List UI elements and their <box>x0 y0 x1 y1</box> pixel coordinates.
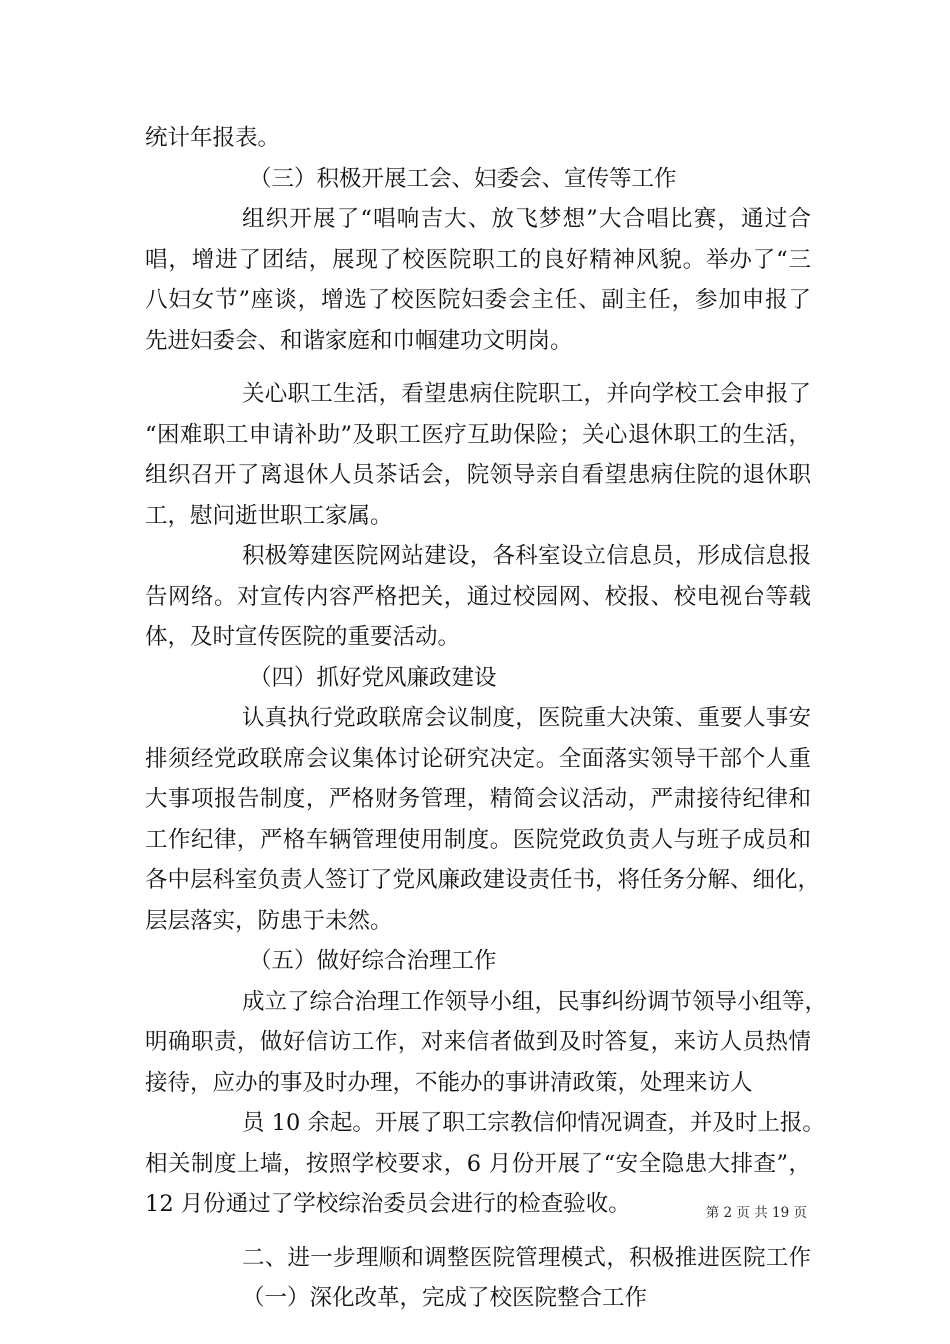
paragraph-line: 积极筹建医院网站建设，各科室设立信息员，形成信息报 <box>242 543 811 569</box>
paragraph-line: 关心职工生活，看望患病住院职工，并向学校工会申报了 <box>242 381 811 407</box>
paragraph-line: “困难职工申请补助”及职工医疗互助保险；关心退休职工的生活， <box>145 421 811 448</box>
paragraph-line: 组织召开了离退休人员茶话会，院领导亲自看望患病住院的退休职 <box>145 462 811 488</box>
paragraph-line: 八妇女节”座谈，增选了校医院妇委会主任、副主任，参加申报了 <box>145 287 811 313</box>
paragraph-line: 接待，应办的事及时办理，不能办的事讲清政策，处理来访人 <box>145 1069 753 1096</box>
paragraph-line: 先进妇委会、和谐家庭和巾帼建功文明岗。 <box>145 327 573 354</box>
paragraph-line: 成立了综合治理工作领导小组，民事纠纷调节领导小组等， <box>242 988 828 1015</box>
text-line: 统计年报表。 <box>145 125 281 151</box>
paragraph-line: 员 10 余起。开展了职工宗教信仰情况调查，并及时上报。 <box>242 1110 825 1136</box>
paragraph-line: 各中层科室负责人签订了党风廉政建设责任书，将任务分解、细化， <box>145 867 821 893</box>
section-heading: （四）抓好党风廉政建设 <box>249 664 497 691</box>
paragraph-line: 告网络。对宣传内容严格把关，通过校园网、校报、校电视台等载 <box>145 583 811 610</box>
page-number: 第 2 页 共 19 页 <box>705 1205 807 1221</box>
section-heading: 二、进一步理顺和调整医院管理模式，积极推进医院工作 <box>242 1244 811 1271</box>
paragraph-line: 12 月份通过了学校综治委员会进行的检查验收。 <box>145 1191 631 1217</box>
paragraph-line: 认真执行党政联席会议制度，医院重大决策、重要人事安 <box>242 705 811 731</box>
paragraph-line: 排须经党政联席会议集体讨论研究决定。全面落实领导干部个人重 <box>145 745 811 772</box>
paragraph-line: 大事项报告制度，严格财务管理，精简会议活动，严肃接待纪律和 <box>145 786 811 812</box>
paragraph-line: 组织开展了“唱响吉大、放飞梦想”大合唱比赛，通过合 <box>242 206 811 232</box>
paragraph-line: 唱，增进了团结，展现了校医院职工的良好精神风貌。举办了“三 <box>145 246 811 273</box>
section-heading: （三）积极开展工会、妇委会、宣传等工作 <box>249 165 677 192</box>
paragraph-line: 体，及时宣传医院的重要活动。 <box>145 624 461 650</box>
subsection-heading: （一）深化改革，完成了校医院整合工作 <box>242 1285 648 1311</box>
section-heading: （五）做好综合治理工作 <box>249 948 497 974</box>
paragraph-line: 相关制度上墙，按照学校要求，6 月份开展了“安全隐患大排查”， <box>145 1150 811 1177</box>
paragraph-line: 层层落实，防患于未然。 <box>145 907 393 934</box>
paragraph-line: 明确职责，做好信访工作，对来信者做到及时答复，来访人员热情 <box>145 1029 811 1055</box>
paragraph-line: 工作纪律，严格车辆管理使用制度。医院党政负责人与班子成员和 <box>145 826 811 853</box>
paragraph-line: 工，慰问逝世职工家属。 <box>145 502 393 529</box>
document-body <box>145 118 828 1319</box>
